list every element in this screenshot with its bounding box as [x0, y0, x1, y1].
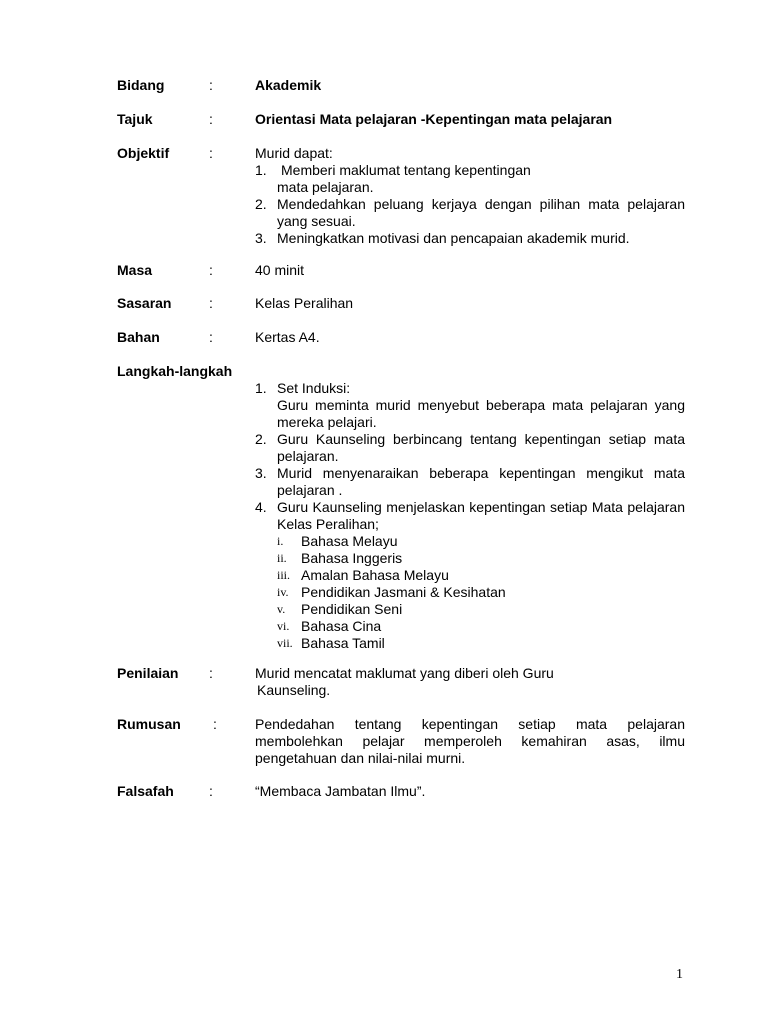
roman-numeral: v. [277, 602, 286, 616]
page-number: 1 [676, 967, 683, 982]
list-item [255, 380, 685, 431]
list-item [255, 196, 685, 230]
field-colon: : [209, 295, 213, 311]
field-value: Kertas A4. [255, 329, 320, 345]
list-item [255, 499, 685, 533]
field-label: Objektif [117, 145, 170, 161]
penilaian-line: Kaunseling. [257, 682, 331, 698]
roman-numeral: iii. [277, 568, 291, 582]
field-label: Falsafah [117, 783, 174, 799]
subject-text: Bahasa Melayu [301, 533, 398, 549]
subject-item [277, 567, 685, 584]
subject-item [277, 584, 685, 601]
subject-text: Bahasa Cina [301, 618, 382, 634]
list-item [255, 162, 685, 196]
list-number: 2. [255, 431, 267, 447]
field-value: Kelas Peralihan [255, 295, 354, 311]
list-number: 4. [255, 499, 267, 515]
field-value: Orientasi Mata pelajaran -Kepentingan mata pelajaran [255, 111, 613, 127]
list-number: 3. [255, 230, 267, 246]
subject-text: Amalan Bahasa Melayu [301, 567, 449, 583]
list-title: Set Induksi: [277, 380, 351, 396]
objektif-intro: Murid dapat: [255, 145, 333, 161]
list-number: 1. [255, 380, 267, 396]
roman-numeral: vi. [277, 619, 290, 633]
langkah-content [255, 380, 685, 652]
field-value [255, 665, 685, 699]
roman-numeral: i. [277, 534, 284, 548]
field-colon: : [213, 716, 217, 732]
field-colon: : [209, 111, 213, 127]
list-text: Memberi maklumat tentang kepentingan [281, 162, 531, 178]
field-value: Akademik [255, 77, 322, 93]
list-text: Guru Kaunseling berbincang tentang kepentingan setiap mata pelajaran. [277, 431, 685, 464]
field-label: Penilaian [117, 665, 179, 681]
subject-text: Pendidikan Jasmani & Kesihatan [301, 584, 506, 600]
penilaian-line: Murid mencatat maklumat yang diberi oleh Guru [255, 665, 554, 681]
subject-text: Pendidikan Seni [301, 601, 403, 617]
list-text: Mendedahkan peluang kerjaya dengan pilihan mata pelajaran yang sesuai. [277, 196, 685, 229]
roman-numeral: ii. [277, 551, 287, 565]
subject-item [277, 618, 685, 635]
list-number: 1. [255, 162, 267, 178]
subject-item [277, 550, 685, 567]
list-number: 3. [255, 465, 267, 481]
field-colon: : [209, 145, 213, 161]
subject-item [277, 635, 685, 652]
field-label: Sasaran [117, 295, 172, 311]
list-text: Murid menyenaraikan beberapa kepentingan mengikut mata pelajaran . [277, 465, 685, 498]
subject-item [277, 533, 685, 550]
field-value: 40 minit [255, 262, 305, 278]
list-item [255, 431, 685, 465]
field-value: “Membaca Jambatan Ilmu”. [255, 783, 426, 799]
list-text: Meningkatkan motivasi dan pencapaian akademik murid. [277, 230, 630, 246]
objektif-content [255, 145, 685, 247]
field-colon: : [209, 262, 213, 278]
field-label: Bahan [117, 329, 160, 345]
field-label: Tajuk [117, 111, 153, 127]
subject-text: Bahasa Tamil [301, 635, 385, 651]
subject-text: Bahasa Inggeris [301, 550, 403, 566]
field-colon: : [209, 77, 213, 93]
field-label: Masa [117, 262, 153, 278]
list-item [255, 465, 685, 499]
field-label: Langkah-langkah [117, 363, 233, 379]
field-label: Bidang [117, 77, 165, 93]
field-colon: : [209, 665, 213, 681]
field-label: Rumusan [117, 716, 181, 732]
field-value: Pendedahan tentang kepentingan setiap mata pelajaran membolehkan pelajar memperoleh kemahiran asas, ilmu pengetahuan dan nilai-nilai murni. [255, 716, 685, 766]
list-text: Guru Kaunseling menjelaskan kepentingan setiap Mata pelajaran Kelas Peralihan; [277, 499, 685, 532]
field-colon: : [209, 783, 213, 799]
subject-item [277, 601, 685, 618]
roman-numeral: vii. [277, 636, 293, 650]
list-text: Guru meminta murid menyebut beberapa mata pelajaran yang mereka pelajari. [277, 397, 685, 430]
field-colon: : [209, 329, 213, 345]
list-number: 2. [255, 196, 267, 212]
roman-numeral: iv. [277, 585, 289, 599]
list-text: mata pelajaran. [277, 179, 374, 195]
list-item [255, 230, 685, 247]
